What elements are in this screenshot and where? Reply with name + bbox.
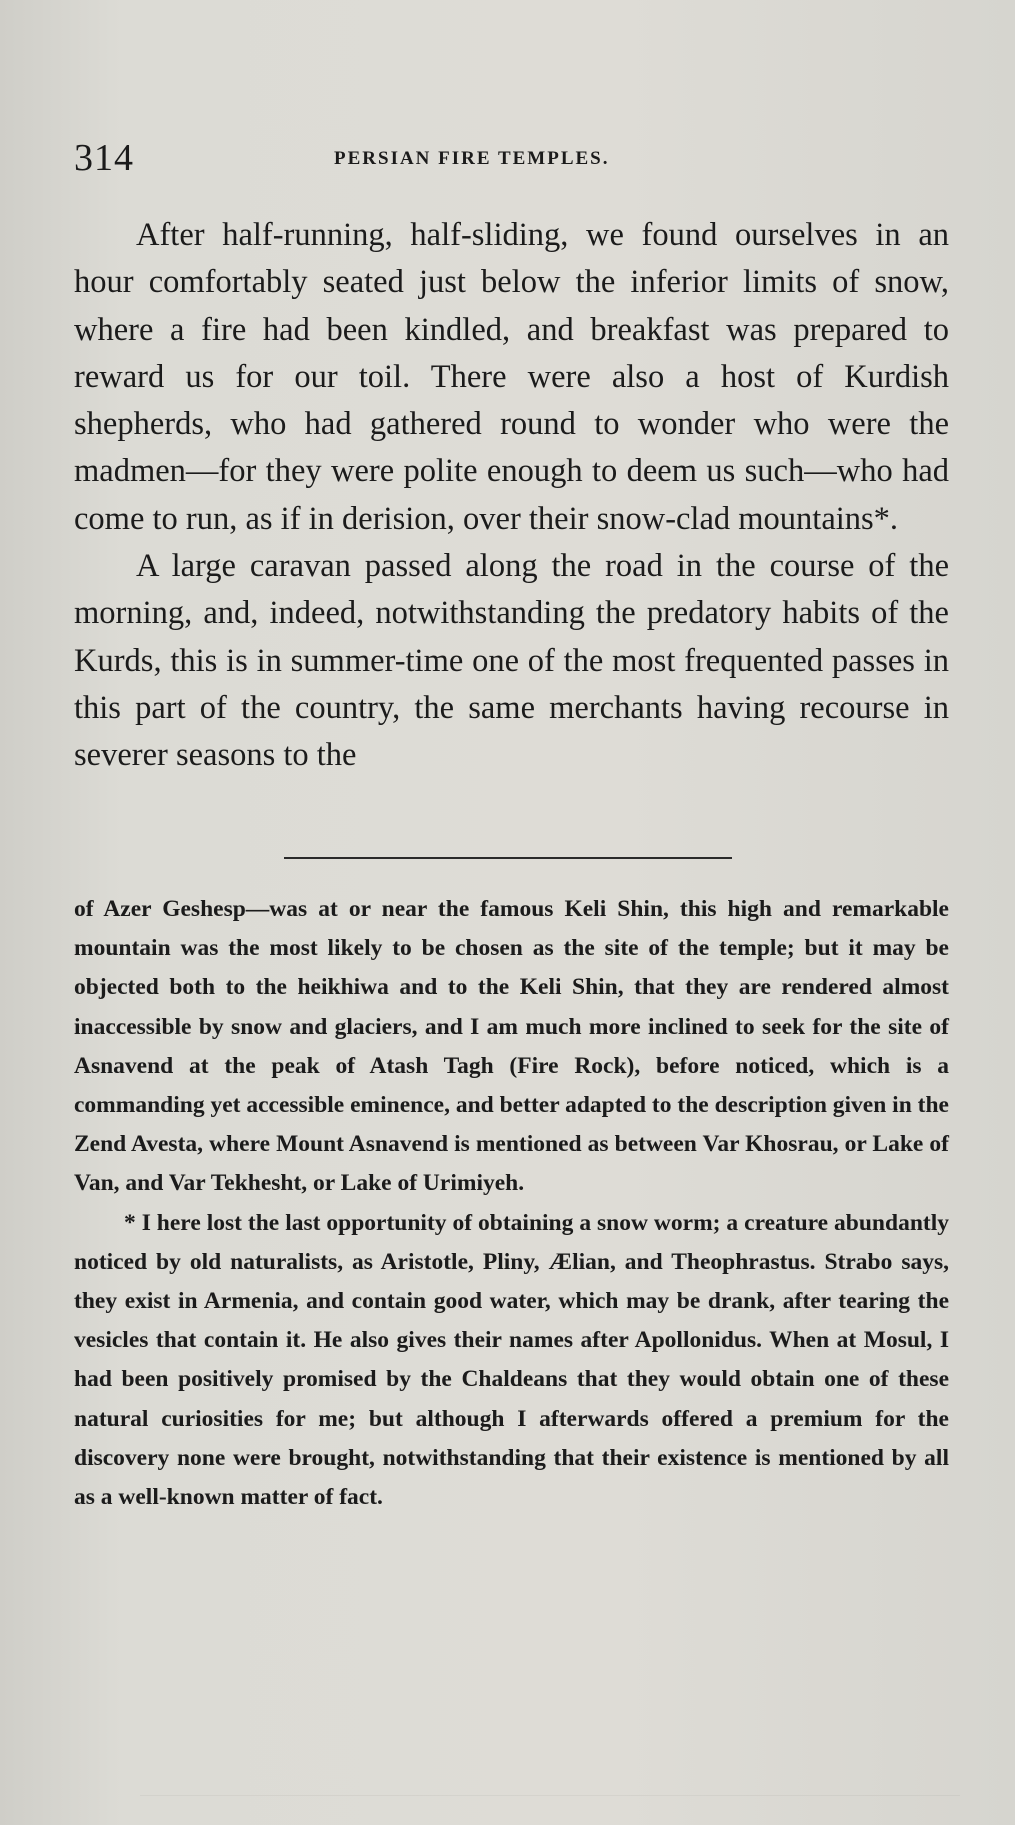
footnote-asterisk: * I here lost the last opportunity of obtaining a snow worm; a creature abundantly noticed by old naturalists, as Aristotle, Pliny, Ælian, and Theophrastus. Strabo says, they exist in Armenia, and contain good water, which may be drank, after tearing the vesicles that contain it. He also gives their names after Apollonidus. When at Mosul, I had been positively promised by the Chaldeans that they would obtain one of these natural curiosities for me; but although I afterwards offered a premium for the discovery none were brought, notwithstanding that their existence is mentioned by all as a well-known matter of fact.: [74, 1209, 949, 1511]
page-header: [74, 138, 954, 178]
running-head: PERSIAN FIRE TEMPLES.: [334, 148, 610, 169]
footnotes: [74, 890, 949, 1517]
page-bottom-shadow: [140, 1795, 960, 1796]
page-number: 314: [74, 137, 134, 179]
main-text: [74, 212, 949, 780]
footnote-continued: of Azer Geshesp—was at or near the famous Keli Shin, this high and remarkable mountain was the most likely to be chosen as the site of the temple; but it may be objected both to the heikhiwa and to the Keli Shin, that they are rendered almost inaccessible by snow and glaciers, and I am much more inclined to seek for the site of Asnavend at the peak of Atash Tagh (Fire Rock), before noticed, which is a commanding yet accessible eminence, and better adapted to the description given in the Zend Avesta, where Mount Asnavend is mentioned as between Var Khosrau, or Lake of Van, and Var Tekhesht, or Lake of Urimiyeh.: [74, 896, 949, 1197]
footnote-divider: [284, 857, 732, 859]
paragraph-1: After half-running, half-sliding, we found ourselves in an hour comfortably seated just below the inferior limits of snow, where a fire had been kindled, and breakfast was prepared to reward us for our toil. There were also a host of Kurdish shepherds, who had gathered round to wonder who were the madmen—for they were polite enough to deem us such—who had come to run, as if in derision, over their snow-clad mountains*.: [74, 217, 949, 537]
paragraph-2: A large caravan passed along the road in the course of the morning, and, indeed, notwithstanding the predatory habits of the Kurds, this is in summer-time one of the most frequented passes in this part of the country, the same merchants having recourse in severer seasons to the: [74, 548, 949, 774]
